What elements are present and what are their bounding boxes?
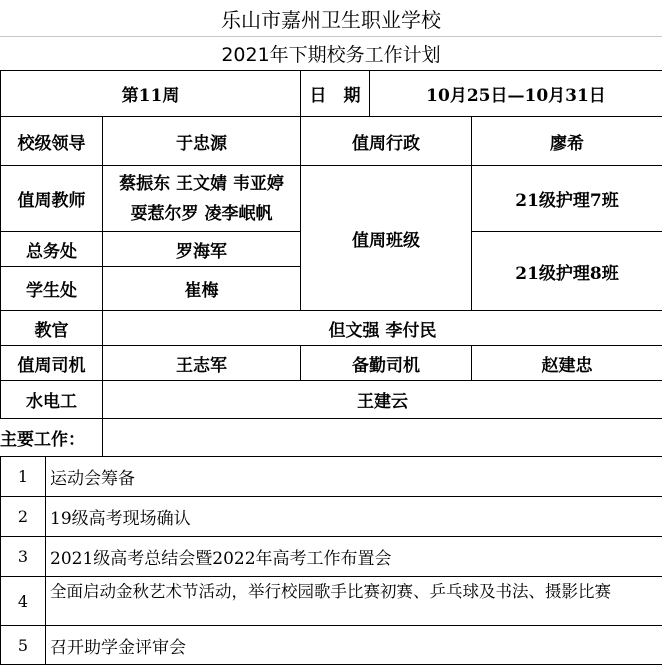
class-2: 21级护理8班 xyxy=(472,232,662,311)
task-number: 2 xyxy=(0,497,46,537)
driver-label: 值周司机 xyxy=(0,346,103,381)
week-number: 第11周 xyxy=(0,71,301,117)
date-label: 日 期 xyxy=(301,71,370,117)
date-range: 10月25日—10月31日 xyxy=(370,71,662,117)
task-number: 5 xyxy=(0,626,46,665)
task-text: 2021级高考总结会暨2022年高考工作布置会 xyxy=(46,537,662,577)
class-1: 21级护理7班 xyxy=(472,166,662,232)
instructor-label: 教官 xyxy=(0,311,103,346)
admin-label: 值周行政 xyxy=(301,117,472,166)
student-office-name: 崔梅 xyxy=(103,267,301,311)
tasks-heading-filler xyxy=(103,419,662,457)
task-number: 1 xyxy=(0,457,46,497)
task-text: 运动会筹备 xyxy=(46,457,662,497)
class-label: 值周班级 xyxy=(301,166,472,311)
electrician-label: 水电工 xyxy=(0,381,103,419)
task-text: 19级高考现场确认 xyxy=(46,497,662,537)
plan-title: 2021年下期校务工作计划 xyxy=(0,37,662,71)
electrician-name: 王建云 xyxy=(103,381,662,419)
backup-driver-name: 赵建忠 xyxy=(472,346,662,381)
teacher-names-line1: 蔡振东 王文婧 韦亚婷 xyxy=(119,173,284,194)
driver-name: 王志军 xyxy=(103,346,301,381)
task-number: 3 xyxy=(0,537,46,577)
general-affairs-label: 总务处 xyxy=(0,232,103,267)
school-title: 乐山市嘉州卫生职业学校 xyxy=(0,0,662,37)
teacher-names xyxy=(103,166,301,232)
teacher-label: 值周教师 xyxy=(0,166,103,232)
teacher-names-line2: 耍惹尔罗 凌李岷帆 xyxy=(130,203,273,224)
student-office-label: 学生处 xyxy=(0,267,103,311)
tasks-heading: 主要工作： xyxy=(0,419,103,457)
admin-name: 廖希 xyxy=(472,117,662,166)
task-text: 全面启动金秋艺术节活动，举行校园歌手比赛初赛、乒乓球及书法、摄影比赛 xyxy=(46,577,662,626)
task-number: 4 xyxy=(0,577,46,626)
leader-name: 于忠源 xyxy=(103,117,301,166)
backup-driver-label: 备勤司机 xyxy=(301,346,472,381)
general-affairs-name: 罗海军 xyxy=(103,232,301,267)
task-text: 召开助学金评审会 xyxy=(46,626,662,665)
instructor-names: 但文强 李付民 xyxy=(103,311,662,346)
leader-label: 校级领导 xyxy=(0,117,103,166)
